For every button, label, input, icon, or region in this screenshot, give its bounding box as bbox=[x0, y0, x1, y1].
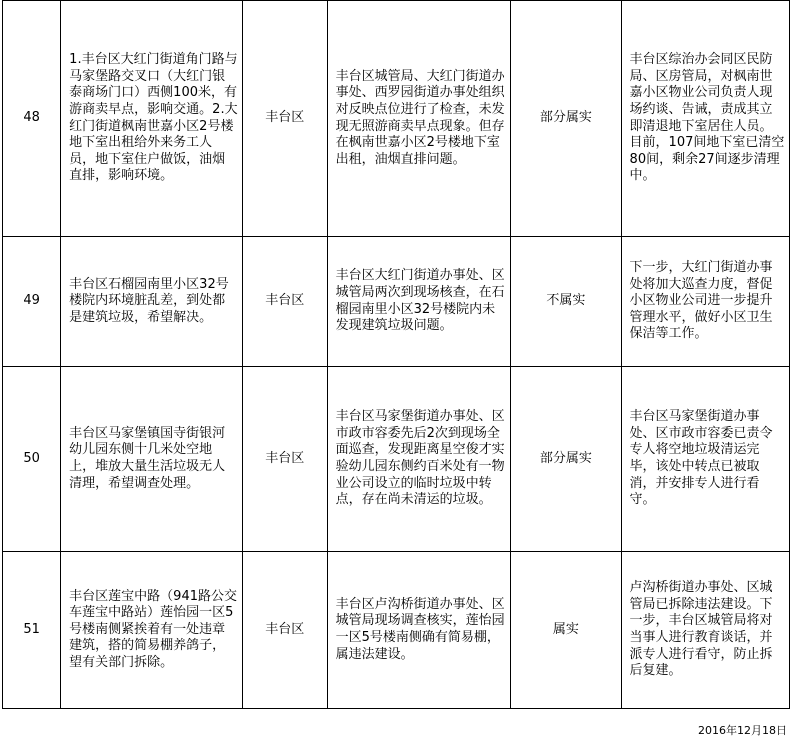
row-number-cell-text: 51 bbox=[23, 621, 40, 637]
table-body bbox=[3, 1, 790, 709]
district-cell-text: 丰台区 bbox=[265, 293, 305, 309]
district-cell-text: 丰台区 bbox=[265, 621, 305, 637]
row-number-cell bbox=[3, 367, 61, 552]
district-cell-text: 丰台区 bbox=[265, 110, 305, 126]
verdict-cell bbox=[511, 552, 621, 709]
action-taken-cell bbox=[621, 552, 789, 709]
verdict-cell-text: 属实 bbox=[552, 621, 579, 637]
row-number-cell bbox=[3, 552, 61, 709]
issue-description-cell bbox=[61, 1, 243, 237]
table-row bbox=[3, 1, 790, 237]
verification-cell-text: 丰台区卢沟桥街道办事处、区城管局现场调查核实，莲怡园一区5号楼南侧确有简易棚，属违法建设。 bbox=[335, 596, 505, 662]
action-taken-cell-text: 卢沟桥街道办事处、区城管局已拆除违法建设。下一步，丰台区城管局将对当事人进行教育谈话，并派专人进行看守，防止拆后复建。 bbox=[629, 580, 773, 679]
row-number-cell-text: 50 bbox=[23, 450, 40, 466]
row-number-cell-text: 48 bbox=[23, 110, 40, 126]
district-cell bbox=[242, 1, 327, 237]
action-taken-cell-text: 丰台区马家堡街道办事处、区市政市容委已责令专人将空地垃圾清运完毕，该处中转点已被取消，并安排专人进行看守。 bbox=[629, 409, 773, 508]
table-row bbox=[3, 237, 790, 367]
action-taken-cell bbox=[621, 1, 789, 237]
row-number-cell-text: 49 bbox=[23, 293, 40, 309]
verdict-cell-text: 不属实 bbox=[546, 293, 586, 309]
footer-date: 2016年12月18日 bbox=[698, 724, 787, 737]
issue-description-cell-text: 丰台区石榴园南里小区32号楼院内环境脏乱差，到处都是建筑垃圾，希望解决。 bbox=[69, 276, 229, 325]
action-taken-cell-text: 下一步，大红门街道办事处将加大巡查力度，督促小区物业公司进一步提升管理水平，做好小区卫生保洁等工作。 bbox=[629, 260, 773, 342]
verification-cell-text: 丰台区城管局、大红门街道办事处、西罗园街道办事处组织对反映点位进行了检查，未发现无照游商卖早点现象。但存在枫南世嘉小区2号楼地下室出租，油烟直排问题。 bbox=[335, 68, 505, 167]
action-taken-cell bbox=[621, 367, 789, 552]
district-cell bbox=[242, 552, 327, 709]
verification-cell-text: 丰台区马家堡街道办事处、区市政市容委先后2次到现场全面巡查，发现距离星空俊才实验幼儿园东侧约百米处有一物业公司设立的临时垃圾中转点，存在尚未清运的垃圾。 bbox=[335, 409, 505, 508]
action-taken-cell bbox=[621, 237, 789, 367]
row-number-cell bbox=[3, 237, 61, 367]
verdict-cell-text: 部分属实 bbox=[539, 450, 592, 466]
issue-description-cell-text: 丰台区莲宝中路（941路公交车莲宝中路站）莲怡园一区5号楼南侧紧挨着有一处违章建筑，搭的简易棚养鸽子，望有关部门拆除。 bbox=[69, 588, 237, 670]
issue-description-cell bbox=[61, 237, 243, 367]
issue-description-cell-text: 1.丰台区大红门街道角门路与马家堡路交叉口（大红门银泰商场门口）西侧100米，有游商卖早点，影响交通。2.大红门街道枫南世嘉小区2号楼地下室出租给外来务工人员，地下室住户做饭，油烟直排，影响环境。 bbox=[69, 52, 238, 184]
issue-description-cell-text: 丰台区马家堡镇国寺街银河幼儿园东侧十几米处空地上，堆放大量生活垃圾无人清理，希望调查处理。 bbox=[69, 425, 226, 491]
verdict-cell-text: 部分属实 bbox=[539, 110, 592, 126]
table-row bbox=[3, 367, 790, 552]
table-row bbox=[3, 552, 790, 709]
district-cell bbox=[242, 237, 327, 367]
verification-cell bbox=[327, 552, 511, 709]
verdict-cell bbox=[511, 1, 621, 237]
verification-cell bbox=[327, 237, 511, 367]
complaints-table bbox=[2, 0, 790, 709]
district-cell bbox=[242, 367, 327, 552]
verification-cell-text: 丰台区大红门街道办事处、区城管局两次到现场核查，在石榴园南里小区32号楼院内未发现建筑垃圾问题。 bbox=[335, 268, 505, 334]
row-number-cell bbox=[3, 1, 61, 237]
verification-cell bbox=[327, 367, 511, 552]
verdict-cell bbox=[511, 367, 621, 552]
issue-description-cell bbox=[61, 552, 243, 709]
verdict-cell bbox=[511, 237, 621, 367]
verification-cell bbox=[327, 1, 511, 237]
action-taken-cell-text: 丰台区综治办会同区民防局、区房管局，对枫南世嘉小区物业公司负责人现场约谈、告诫，责成其立即清退地下室居住人员。目前，107间地下室已清空80间，剩余27间逐步清理中。 bbox=[629, 52, 785, 184]
issue-description-cell bbox=[61, 367, 243, 552]
district-cell-text: 丰台区 bbox=[265, 450, 305, 466]
